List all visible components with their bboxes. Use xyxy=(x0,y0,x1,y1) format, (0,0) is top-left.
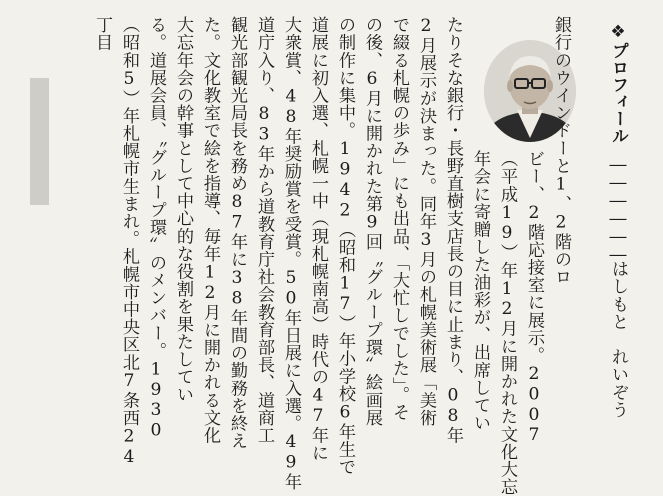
body-column-16: る。道展会員、〝グループ環〟のメンバー。1930 xyxy=(146,16,166,441)
author-name: はしもと れいぞう xyxy=(608,260,628,419)
grey-shaded-bar xyxy=(30,78,49,205)
heading-rule: ―――――― xyxy=(608,155,628,263)
body-column-5: たりそな銀行・長野直樹支店長の目に止まり、08年 xyxy=(443,16,463,444)
body-column-9: の制作に集中。1942（昭和17）年小学校6年生で xyxy=(335,16,355,476)
body-column-11: 大衆賞、48年奨励賞を受賞。50年日展に入選。49年 xyxy=(281,16,301,491)
body-column-18: 丁目 xyxy=(92,16,112,52)
body-column-14: た。文化教室で絵を指導、毎年12月に開かれる文化 xyxy=(200,16,220,444)
body-column-7: で綴る札幌の歩み」にも出品、「大忙しでした」。そ xyxy=(389,16,409,422)
body-column-17: （昭和5）年札幌市生まれ。札幌市中央区北7条西24 xyxy=(119,16,139,468)
body-column-10: 道展に初入選、札幌一中（現札幌南高）時代の47年に xyxy=(308,16,328,462)
body-column-12: 道庁入り、83年から道教育庁社会教育部長、道商工 xyxy=(254,16,274,444)
profile-heading: ❖プロフィール xyxy=(608,22,628,144)
body-column-4: 年会に寄贈した油彩が、出席してい xyxy=(470,150,490,432)
body-column-6: 2月展示が決まった。同年3月の札幌美術展「美術 xyxy=(416,16,436,427)
body-column-8: の後、6月に開かれた第9回〝グループ環〟絵画展 xyxy=(362,16,382,427)
body-column-2: ビー、2階応接室に展示。2007 xyxy=(524,150,544,446)
body-column-15: 大忘年会の幹事として中心的な役割を果たしてい xyxy=(173,16,193,404)
body-column-13: 観光部観光局長を務め87年に38年間の勤務を終え xyxy=(227,16,247,450)
body-column-1: 銀行のウインドーと1、2階のロ xyxy=(551,16,571,286)
body-column-3: （平成19）年12月に開かれた文化大忘 xyxy=(497,150,517,496)
